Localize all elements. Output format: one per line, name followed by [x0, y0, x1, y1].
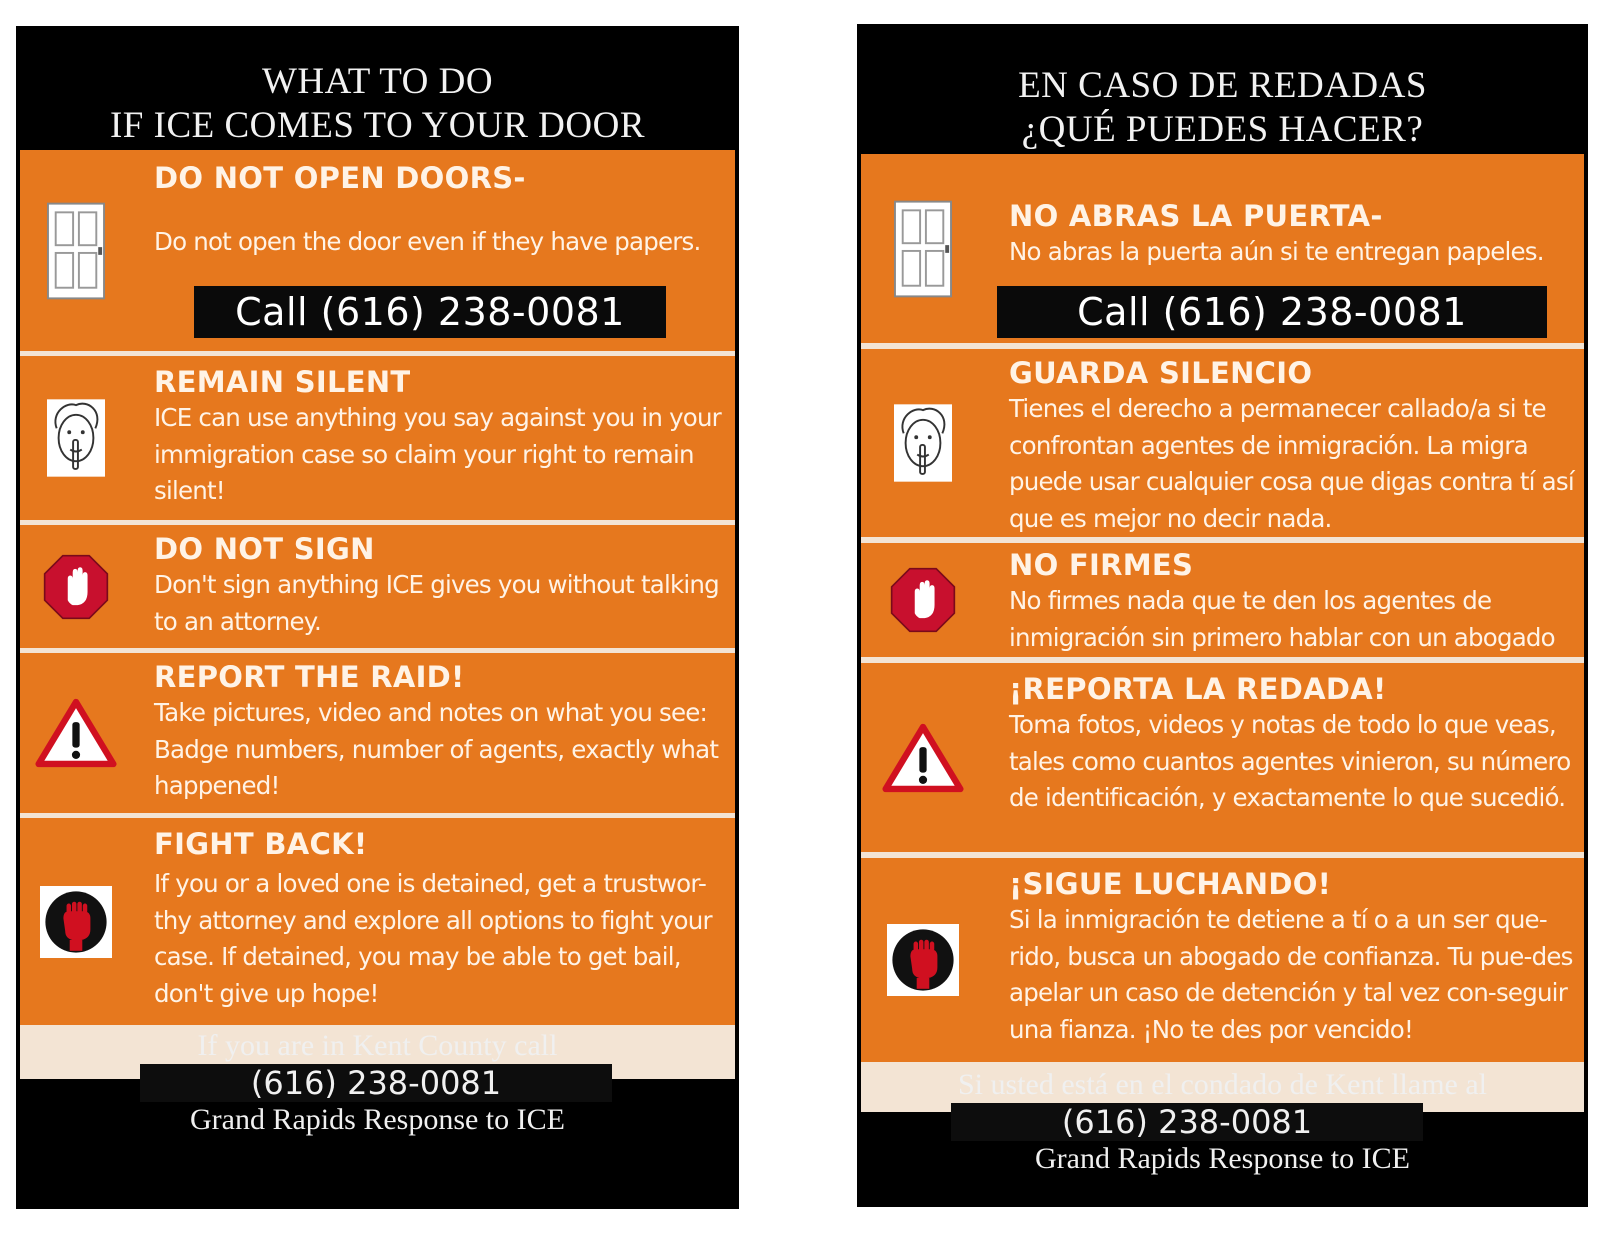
row-body: ICE can use anything you say against you in your immigration case so claim your right to remain silent! — [154, 403, 721, 505]
footer-line-1: Si usted está en el condado de Kent llame al — [958, 1068, 1487, 1101]
list-item-report-raid — [20, 653, 735, 813]
row-body: If you or a loved one is detained, get a trustwor-thy attorney and explore all options to fight your case. If detained, you may be able to get bail, don't give up hope! — [154, 869, 712, 1008]
rights-list — [861, 154, 1584, 1112]
stop-hand-icon — [890, 567, 956, 633]
raised-fist-icon — [40, 886, 112, 958]
stop-hand-icon — [43, 554, 109, 620]
list-item-sigue-luchando — [861, 858, 1584, 1062]
row-heading: GUARDA SILENCIO — [1009, 356, 1313, 390]
row-heading: ¡SIGUE LUCHANDO! — [1009, 867, 1332, 901]
raised-fist-icon — [887, 924, 959, 996]
silent-face-icon — [894, 403, 952, 483]
row-body: Si la inmigración te detiene a tí o a un ser que-rido, busca un abogado de confianza. Tu pue-des apelar un caso de detención y tal vez con-seguir una fianza. ¡No te des por vencido! — [1009, 905, 1573, 1044]
row-heading: FIGHT BACK! — [154, 827, 368, 861]
call-number-box: Call (616) 238-0081 — [194, 286, 666, 338]
list-item-no-firmes — [861, 543, 1584, 657]
title-line-1: EN CASO DE REDADAS — [1018, 65, 1427, 106]
warning-triangle-icon — [882, 723, 964, 793]
row-heading: DO NOT SIGN — [154, 532, 375, 566]
door-icon — [894, 200, 952, 298]
flyer-footer — [16, 1028, 739, 1138]
row-heading: NO ABRAS LA PUERTA- — [1009, 199, 1383, 233]
title-line-2: IF ICE COMES TO YOUR DOOR — [109, 105, 646, 146]
list-item-do-not-sign — [20, 525, 735, 648]
list-item-remain-silent — [20, 356, 735, 520]
warning-triangle-icon — [35, 698, 117, 768]
list-item-fight-back — [20, 818, 735, 1025]
rights-list — [20, 150, 735, 1079]
footer-line-1: If you are in Kent County call — [197, 1029, 558, 1062]
footer-phone: (616) 238-0081 — [140, 1064, 612, 1102]
list-item-guarda-silencio — [861, 349, 1584, 537]
flyer-title — [16, 60, 739, 148]
row-body: Tienes el derecho a permanecer callado/a si te confrontan agentes de inmigración. La migra puede usar cualquier cosa que digas contra tí así que es mejor no decir nada. — [1009, 394, 1574, 533]
spanish-flyer — [857, 24, 1588, 1207]
title-line-1: WHAT TO DO — [261, 61, 494, 102]
list-item-no-abras — [861, 154, 1584, 343]
silent-face-icon — [47, 398, 105, 478]
row-body: Don't sign anything ICE gives you without talking to an attorney. — [154, 570, 719, 636]
door-icon — [47, 202, 105, 300]
call-number-box: Call (616) 238-0081 — [997, 286, 1547, 338]
row-body: Toma fotos, videos y notas de todo lo que veas, tales como cuantos agentes vinieron, su número de identificación, y exactamente lo que sucedió. — [1009, 710, 1571, 812]
title-line-2: ¿QUÉ PUEDES HACER? — [1021, 109, 1424, 150]
row-heading: NO FIRMES — [1009, 548, 1194, 582]
row-heading: DO NOT OPEN DOORS- — [154, 161, 526, 195]
footer-phone: (616) 238-0081 — [951, 1103, 1423, 1141]
row-heading: ¡REPORTA LA REDADA! — [1009, 672, 1387, 706]
english-flyer — [16, 26, 739, 1209]
list-item-do-not-open — [20, 150, 735, 351]
footer-organization: Grand Rapids Response to ICE — [190, 1103, 565, 1136]
row-heading: REPORT THE RAID! — [154, 660, 465, 694]
row-body: Do not open the door even if they have papers. — [154, 227, 701, 256]
footer-organization: Grand Rapids Response to ICE — [1035, 1142, 1410, 1175]
flyer-title — [857, 64, 1588, 152]
row-body: No firmes nada que te den los agentes de inmigración sin primero hablar con un abogado — [1009, 586, 1555, 652]
row-body: No abras la puerta aún si te entregan papeles. — [1009, 237, 1544, 266]
row-body: Take pictures, video and notes on what you see: Badge numbers, number of agents, exactly what happened! — [154, 698, 719, 800]
flyer-footer — [857, 1067, 1588, 1177]
row-heading: REMAIN SILENT — [154, 365, 411, 399]
list-item-reporta-redada — [861, 663, 1584, 852]
